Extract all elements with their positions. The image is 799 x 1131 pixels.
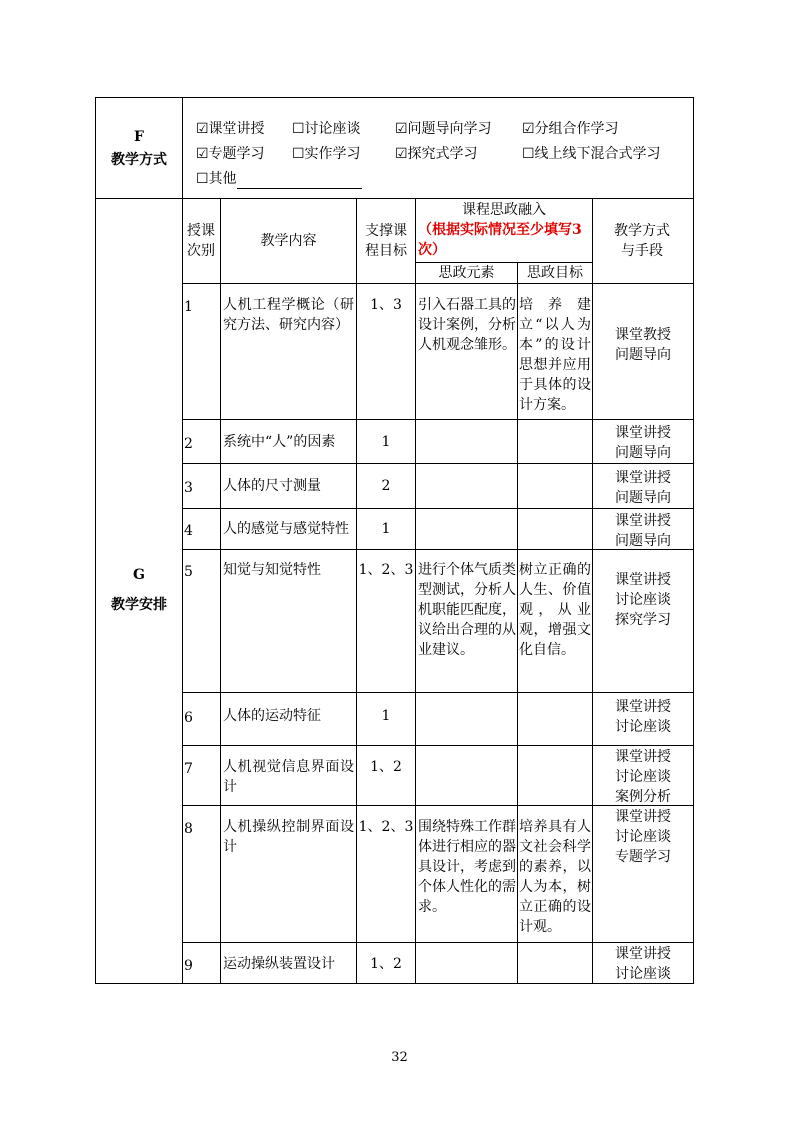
row-support: 1、2 — [370, 759, 402, 775]
row-content: 人体的运动特征 — [223, 708, 321, 724]
row-method: 课堂讲授 问题导向 — [615, 513, 671, 549]
row-support: 1 — [381, 708, 391, 724]
row-content: 人的感觉与感觉特性 — [223, 521, 349, 537]
table-border-right — [693, 97, 694, 984]
row-support: 1、3 — [370, 297, 402, 313]
header-element: 思政元素 — [438, 265, 495, 281]
row-line — [182, 692, 693, 693]
row-line — [182, 942, 693, 943]
row-method: 课堂讲授 讨论座谈 案例分析 — [615, 749, 671, 805]
row-ideo-element: 围绕特殊工作群体进行相应的器具设计，考虑到个体人性化的需求。 — [418, 819, 516, 915]
row-ideo-goal: 树立正确的人生、价值观，从业观，增强文化自信。 — [519, 562, 591, 658]
row-content: 人机视觉信息界面设计 — [223, 759, 354, 795]
row-line — [182, 463, 693, 464]
method-other-label: ☐其他 — [196, 171, 237, 187]
method-checkbox-other[interactable] — [196, 169, 362, 189]
row-session-number: 8 — [184, 821, 193, 837]
table-border-left — [95, 97, 96, 984]
method-checkbox-lecture[interactable]: ☑课堂讲授 — [196, 121, 265, 137]
row-support: 1 — [381, 434, 391, 450]
row-content: 人机工程学概论（研究方法、研究内容） — [223, 297, 354, 333]
row-session-number: 3 — [184, 480, 193, 496]
row-session-number: 9 — [184, 958, 193, 974]
row-ideo-goal: 培养具有人文社会科学的素养，以人为本，树立正确的设计观。 — [519, 819, 591, 935]
row-method: 课堂讲授 问题导向 — [615, 425, 671, 461]
method-checkbox-inquiry[interactable]: ☑探究式学习 — [395, 146, 478, 162]
header-ideo-note: （根据实际情况至少填写3次） — [418, 222, 582, 258]
col-divider-goal — [592, 198, 593, 983]
row-session-number: 6 — [184, 710, 193, 726]
row-support: 1、2、3 — [358, 562, 414, 578]
section-divider — [95, 198, 694, 199]
row-session-number: 7 — [184, 761, 193, 777]
row-content: 人机操纵控制界面设计 — [223, 819, 354, 855]
col-divider-session — [220, 198, 221, 983]
section-g-label: 教学安排 — [111, 597, 167, 613]
other-blank-line[interactable] — [237, 172, 362, 189]
header-session: 授课次别 — [187, 223, 215, 259]
row-method: 课堂讲授 问题导向 — [615, 470, 671, 506]
row-support: 2 — [381, 478, 391, 494]
row-ideo-goal: 培养建立“以人为本”的设计思想并应用于具体的设计方案。 — [519, 297, 591, 413]
method-checkbox-topic[interactable]: ☑专题学习 — [196, 146, 265, 162]
col-divider-element — [517, 262, 518, 983]
row-method: 课堂教授 问题导向 — [615, 327, 671, 363]
method-checkbox-problem[interactable]: ☑问题导向学习 — [395, 121, 492, 137]
col-divider-support — [415, 198, 416, 983]
header-method: 教学方式与手段 — [614, 223, 670, 259]
row-support: 1、2 — [370, 956, 402, 972]
header-support: 支撑课程目标 — [365, 223, 407, 259]
row-support: 1、2、3 — [358, 819, 414, 835]
row-ideo-element: 引入石器工具的设计案例，分析人机观念雏形。 — [418, 297, 516, 353]
row-session-number: 4 — [184, 523, 193, 539]
method-checkbox-practice[interactable]: ☐实作学习 — [292, 146, 361, 162]
row-support: 1 — [381, 521, 391, 537]
header-goal: 思政目标 — [527, 265, 583, 281]
row-content: 人体的尺寸测量 — [223, 478, 321, 494]
method-checkbox-group[interactable]: ☑分组合作学习 — [522, 121, 619, 137]
col-divider-content — [356, 198, 357, 983]
row-method: 课堂讲授 讨论座谈 — [615, 946, 671, 982]
row-line — [182, 745, 693, 746]
header-content: 教学内容 — [260, 233, 317, 249]
row-method: 课堂讲授 讨论座谈 — [615, 699, 671, 735]
page-number: 32 — [391, 1050, 408, 1065]
method-checkbox-blended[interactable]: ☐线上线下混合式学习 — [522, 146, 661, 162]
row-session-number: 1 — [184, 299, 193, 315]
method-checkbox-discussion[interactable]: ☐讨论座谈 — [292, 121, 361, 137]
row-session-number: 2 — [184, 436, 193, 452]
table-border-top — [95, 97, 694, 98]
row-method: 课堂讲授 讨论座谈 专题学习 — [615, 809, 671, 865]
section-f-letter: F — [134, 129, 144, 145]
section-g-letter: G — [133, 567, 145, 583]
header-ideo: 课程思政融入 — [462, 202, 546, 218]
row-session-number: 5 — [184, 564, 193, 580]
row-content: 知觉与知觉特性 — [223, 562, 321, 578]
header-bottom-line — [182, 283, 693, 284]
label-column-divider — [182, 97, 183, 984]
row-content: 运动操纵装置设计 — [223, 956, 335, 972]
section-f-label: 教学方式 — [111, 152, 167, 168]
row-line — [182, 419, 693, 420]
row-method: 课堂讲授 讨论座谈 探究学习 — [615, 572, 671, 628]
row-content: 系统中“人”的因素 — [223, 434, 336, 450]
row-line — [182, 508, 693, 509]
row-ideo-element: 进行个体气质类型测试，分析人机职能匹配度，议给出合理的从业建议。 — [418, 562, 516, 658]
